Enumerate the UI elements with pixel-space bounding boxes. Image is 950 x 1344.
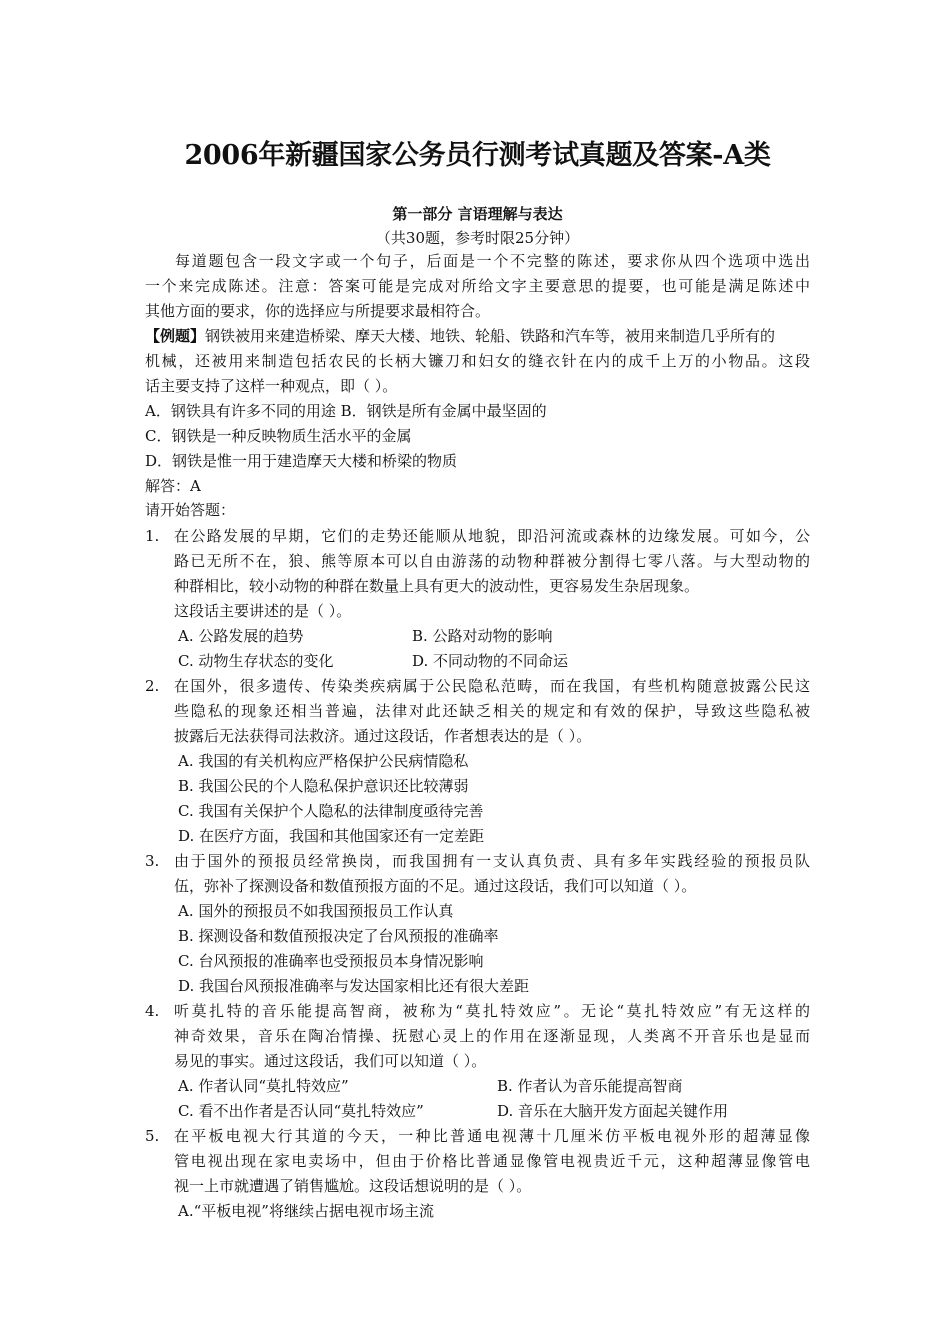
option-b: B. 作者认为音乐能提高智商 [497,1077,683,1095]
question-number: 2. [145,677,160,695]
option-d: D. 不同动物的不同命运 [412,652,569,670]
question-text: 在平板电视大行其道的今天，一种比普通电视薄十几厘米仿平板电视外形的超薄显像 [174,1127,810,1145]
question-number: 1. [145,527,160,545]
option-a: A. 我国的有关机构应严格保护公民病情隐私 [178,752,469,770]
question-text: 路已无所不在，狼、熊等原本可以自由游荡的动物种群被分割得七零八落。与大型动物的 [174,552,810,570]
example-line: 机械，还被用来制造包括农民的长柄大镰刀和妇女的缝衣针在内的成千上万的小物品。这段 [145,352,810,370]
option-c: C. 台风预报的准确率也受预报员本身情况影响 [178,952,484,970]
example-option: C．钢铁是一种反映物质生活水平的金属 [145,427,412,445]
option-a: A. 作者认同“莫扎特效应” [178,1077,349,1095]
question-text: 披露后无法获得司法救济。通过这段话，作者想表达的是（ ）。 [174,727,592,745]
question-text: 在公路发展的早期，它们的走势还能顺从地貌，即沿河流或森林的边缘发展。可如今，公 [174,527,810,545]
option-c: C. 我国有关保护个人隐私的法律制度亟待完善 [178,802,484,820]
example-first-line [145,326,810,346]
instructions-line: 一个来完成陈述。注意：答案可能是完成对所给文字主要意思的提要，也可能是满足陈述中 [145,277,810,295]
example-tag: 【例题】 [145,327,206,345]
option-a: A.“平板电视”将继续占据电视市场主流 [178,1202,434,1220]
option-b: B. 我国公民的个人隐私保护意识还比较薄弱 [178,777,469,795]
option-a: A. 公路发展的趋势 [178,627,304,645]
option-d: D. 音乐在大脑开发方面起关键作用 [497,1102,729,1120]
instructions-line: 每道题包含一段文字或一个句子，后面是一个不完整的陈述，要求你从四个选项中选出 [175,252,810,270]
option-a: A. 国外的预报员不如我国预报员工作认真 [178,902,454,920]
question-text: 由于国外的预报员经常换岗，而我国拥有一支认真负责、具有多年实践经验的预报员队 [174,852,810,870]
option-d: D. 在医疗方面，我国和其他国家还有一定差距 [178,827,485,845]
option-b: B. 公路对动物的影响 [412,627,553,645]
question-text: 伍，弥补了探测设备和数值预报方面的不足。通过这段话，我们可以知道（ ）。 [174,877,697,895]
section-title: 第一部分 言语理解与表达 [392,205,563,223]
question-number: 5. [145,1127,160,1145]
question-text: 些隐私的现象还相当普遍，法律对此还缺乏相关的规定和有效的保护，导致这些隐私被 [174,702,810,720]
option-d: D. 我国台风预报准确率与发达国家相比还有很大差距 [178,977,530,995]
question-number: 3. [145,852,160,870]
question-text: 视一上市就遭遇了销售尴尬。这段话想说明的是（ ）。 [174,1177,532,1195]
example-text: 钢铁被用来建造桥梁、摩天大楼、地铁、轮船、铁路和汽车等，被用来制造几乎所有的 [205,327,776,345]
section-subtitle: （共30题，参考时限25分钟） [375,229,580,247]
question-text: 神奇效果，音乐在陶冶情操、抚慰心灵上的作用在逐渐显现，人类离不开音乐也是显而 [174,1027,810,1045]
document-title: 2006年新疆国家公务员行测考试真题及答案-A类 [184,140,771,171]
example-option: D．钢铁是惟一用于建造摩天大楼和桥梁的物质 [145,452,458,470]
option-b: B. 探测设备和数值预报决定了台风预报的准确率 [178,927,499,945]
example-answer: 解答：A [145,477,201,495]
option-c: C. 看不出作者是否认同“莫扎特效应” [178,1102,424,1120]
question-number: 4. [145,1002,160,1020]
question-text: 听莫扎特的音乐能提高智商，被称为“莫扎特效应”。无论“莫扎特效应”有无这样的 [174,1002,810,1020]
question-text: 在国外，很多遗传、传染类疾病属于公民隐私范畴，而在我国，有些机构随意披露公民这 [174,677,810,695]
question-text: 易见的事实。通过这段话，我们可以知道（ ）。 [174,1052,487,1070]
example-option: A．钢铁具有许多不同的用途 B．钢铁是所有金属中最坚固的 [145,402,547,420]
example-line: 话主要支持了这样一种观点，即（ ）。 [145,377,398,395]
question-text: 管电视出现在家电卖场中，但由于价格比普通显像管电视贵近千元，这种超薄显像管电 [174,1152,810,1170]
instructions-line: 其他方面的要求，你的选择应与所提要求最相符合。 [145,302,491,320]
option-c: C. 动物生存状态的变化 [178,652,334,670]
question-prompt: 这段话主要讲述的是（ ）。 [174,602,352,620]
question-text: 种群相比，较小动物的种群在数量上具有更大的波动性，更容易发生杂居现象。 [174,577,700,595]
start-prompt: 请开始答题： [145,501,236,519]
